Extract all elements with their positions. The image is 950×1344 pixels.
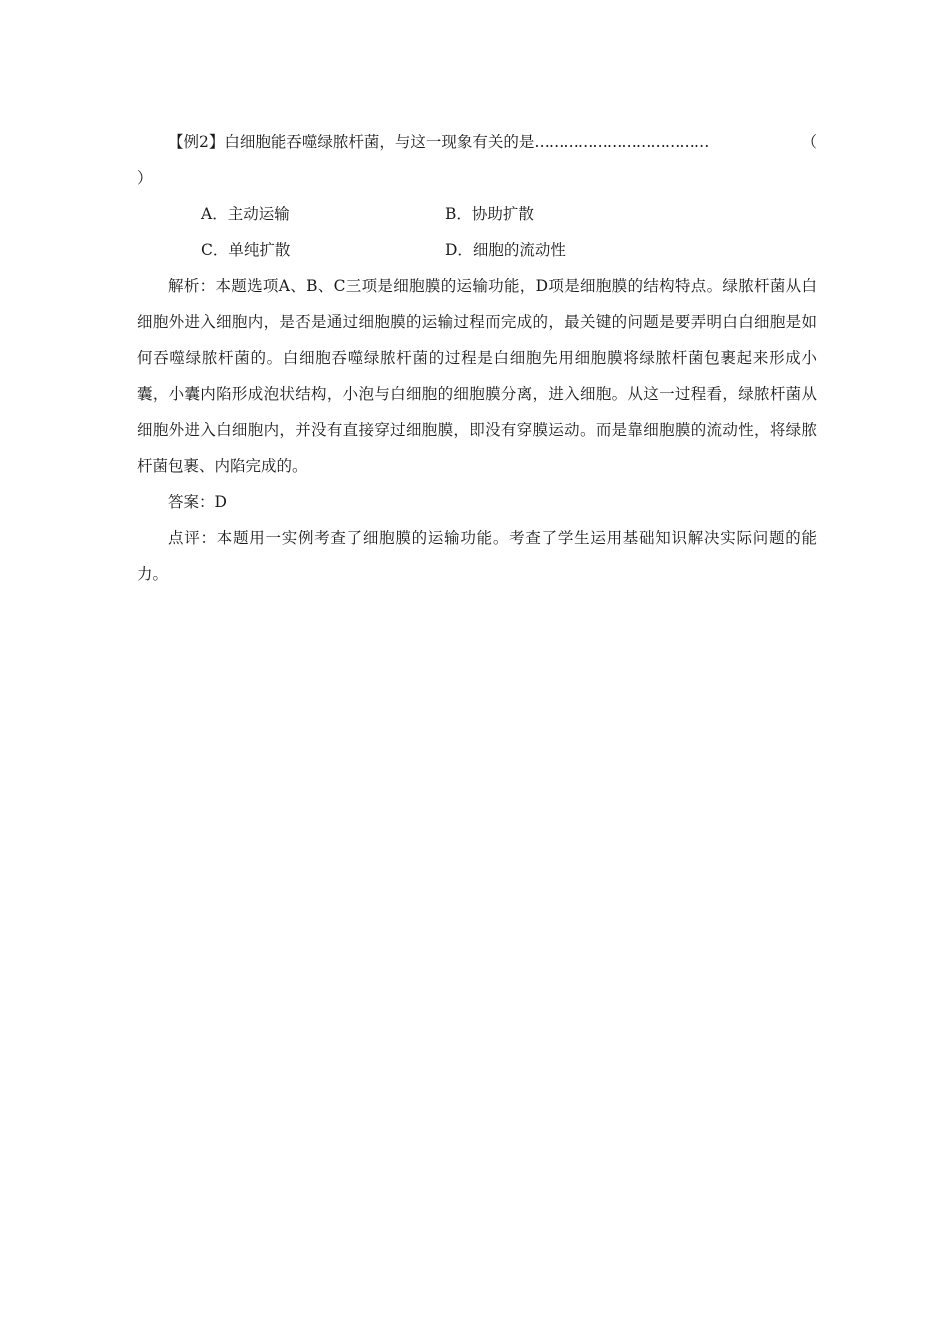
options-row-1 — [201, 196, 817, 232]
option-a: A．主动运输 — [201, 205, 290, 223]
document-content — [137, 124, 817, 592]
question-stem-line — [137, 124, 817, 160]
options-block — [201, 196, 817, 268]
option-c: C．单纯扩散 — [201, 241, 291, 259]
options-row-2 — [201, 232, 817, 268]
analysis-paragraph: 解析：本题选项A、B、C三项是细胞膜的运输功能，D项是细胞膜的结构特点。绿脓杆菌从白细胞外进入细胞内，是否是通过细胞膜的运输过程而完成的，最关键的问题是要弄明白白细胞是如何吞噬绿脓杆菌的。白细胞吞噬绿脓杆菌的过程是白细胞先用细胞膜将绿脓杆菌包裹起来形成小囊，小囊内陷形成泡状结构，小泡与白细胞的细胞膜分离，进入细胞。从这一过程看，绿脓杆菌从细胞外进入白细胞内，并没有直接穿过细胞膜，即没有穿膜运动。而是靠细胞膜的流动性，将绿脓杆菌包裹、内陷完成的。 — [137, 277, 817, 475]
answer-line: 答案：D — [168, 493, 227, 511]
option-b: B．协助扩散 — [445, 205, 534, 223]
question-stem: 白细胞能吞噬绿脓杆菌，与这一现象有关的是 — [224, 133, 535, 151]
answer-paren-open: （ — [801, 133, 817, 151]
question-tag: 【例2】 — [168, 133, 225, 151]
option-d: D．细胞的流动性 — [445, 241, 566, 259]
answer-paren-close: ） — [137, 169, 153, 187]
question-leader-dots: ……………………………… — [534, 133, 709, 151]
question-text — [137, 124, 534, 160]
comment-paragraph: 点评：本题用一实例考查了细胞膜的运输功能。考查了学生运用基础知识解决实际问题的能力。 — [137, 529, 817, 583]
